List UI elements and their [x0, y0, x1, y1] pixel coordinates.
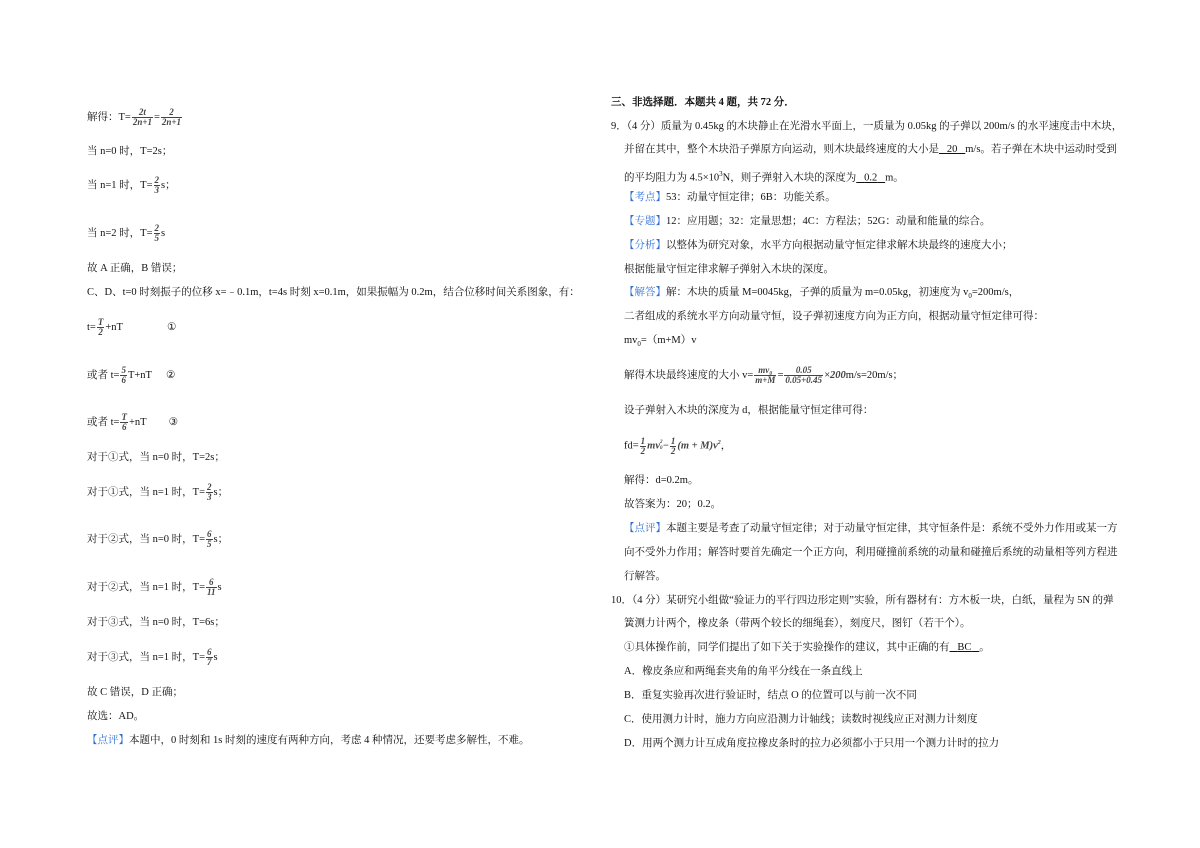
answer-line: 故答案为：20；0.2。 [624, 499, 722, 510]
comment-label: 【点评】 [624, 523, 666, 534]
fraction: $\frac{6}{7}$ [207, 647, 212, 667]
fraction: $\frac{1}{2}$ [640, 435, 646, 456]
fraction: $\frac{6}{5}$ [207, 529, 212, 549]
left-comment: 【点评】本题中，0 时刻和 1s 时刻的速度有两种方向，考虑 4 种情况，还要考虑多解性，不难。 [87, 735, 530, 746]
comment-line: 【点评】本题主要是考查了动量守恒定律；对于动量守恒定律，其守恒条件是：系统不受外力作用或某一方 [624, 523, 1118, 534]
question-10-line-1: 10．（4 分）某研究小组做“验证力的平行四边形定则”实验，所有器材有：方木板一块，白纸，量程为 5N 的弹 [611, 595, 1114, 606]
answer-blank: 20 [946, 144, 958, 155]
left-line-4: 当 n=2 时，T= $\frac{2}{5}$ s [87, 223, 166, 243]
fraction: $\frac{\text{mv₀}}{m+M}$ [755, 365, 776, 385]
fraction: $\frac{2t}{2n+1}$ [132, 107, 152, 127]
question-10-line-3: ①具体操作前，同学们提出了如下关于实验操作的建议，其中正确的有 BC 。 [624, 642, 990, 653]
fraction: $\frac{2}{3}$ [154, 175, 160, 195]
option-a: A．橡皮条应和两绳套夹角的角平分线在一条直线上 [624, 666, 863, 677]
analysis-line: 【分析】以整体为研究对象，水平方向根据动量守恒定律求解木块最终的速度大小； [624, 240, 1013, 251]
left-line-3: 当 n=1 时，T= $\frac{2}{3}$ s； [87, 175, 176, 195]
equation-mark: ③ [168, 416, 178, 428]
fraction: $\frac{2}{5}$ [154, 223, 160, 243]
momentum-equation: $mv_0=(m+M)v$ [624, 335, 697, 349]
comment-line-3: 行解答。 [624, 571, 666, 582]
solution-label: 【解答】 [624, 287, 666, 298]
left-line-1: 解得：T= $\frac{2t}{2n+1}$ = $\frac{2}{2n+1}$ [87, 107, 182, 127]
solution-line-4: 解得：d=0.2m。 [624, 475, 699, 486]
left-line-5: 故 A 正确，B 错误； [87, 263, 183, 274]
subject-label: 【专题】 [624, 216, 666, 227]
left-line-17: 故选：AD。 [87, 711, 145, 722]
question-9-line-1: 9．（4 分）质量为 0.45kg 的木块静止在光滑水平面上，一质量为 0.05kg 的子弹以 200m/s 的水平速度击中木块， [611, 121, 1123, 132]
left-line-11: 对于①式，当 n=1 时，T= $\frac{2}{3}$ s； [87, 482, 229, 502]
solution-line-2: 二者组成的系统水平方向动量守恒，设子弹初速度方向为正方向，根据动量守恒定律可得： [624, 311, 1044, 322]
left-line-14: 对于③式，当 n=0 时，T=6s； [87, 617, 225, 628]
left-line-7: t= $\frac{T}{2}$ +nT ① [87, 317, 177, 337]
solution-line-3: 设子弹射入木块的深度为 d，根据能量守恒定律可得： [624, 405, 874, 416]
velocity-result: 解得木块最终速度的大小 v= $\frac{\text{mv₀}}{m+M}$ = $\frac{0.05}{0.05+0.45}$ ×200m/s=20m/s； [624, 365, 904, 385]
solution-line: 【解答】解：木块的质量 M=0045kg，子弹的质量为 m=0.05kg，初速度为 $v_0=200m/s$， [624, 287, 1020, 301]
equation-mark: ① [166, 321, 177, 333]
left-line-16: 故 C 错误，D 正确； [87, 687, 183, 698]
topic-label: 【考点】 [624, 192, 666, 203]
equation-mark: ② [165, 369, 176, 381]
fraction: $\frac{0.05}{0.05+0.45}$ [785, 365, 823, 385]
fraction: $\frac{5}{6}$ [121, 365, 126, 385]
analysis-label: 【分析】 [624, 240, 666, 251]
left-line-6: C、D、t=0 时刻振子的位移 x=﹣0.1m，t=4s 时刻 x=0.1m，如果振幅为 0.2m，结合位移时间关系图象，有： [87, 287, 580, 298]
option-c: C．使用测力计时，施力方向应沿测力计轴线；读数时视线应正对测力计刻度 [624, 714, 978, 725]
comment-line-2: 向不受外力作用；解答时要首先确定一个正方向，利用碰撞前系统的动量和碰撞后系统的动量相等列方程进 [624, 547, 1118, 558]
section-heading: 三、非选择题．本题共 4 题，共 72 分． [611, 97, 795, 108]
fraction: $\frac{2}{2n+1}$ [161, 107, 182, 127]
energy-equation: fd= $\frac{1}{2}$ mv 2 0 − $\frac{1}{2}$ $(m + M)v^2$， [624, 435, 732, 456]
left-line-12: 对于②式，当 n=0 时，T= $\frac{6}{5}$ s； [87, 529, 229, 549]
comment-label: 【点评】 [87, 735, 129, 746]
answer-blank: BC [957, 642, 972, 653]
answer-blank: 0.2 [864, 172, 878, 184]
option-b: B．重复实验再次进行验证时，结点 O 的位置可以与前一次不同 [624, 690, 917, 701]
left-line-9: 或者 t= $\frac{T}{6}$ +nT ③ [87, 412, 178, 432]
fraction: $\frac{6}{11}$ [207, 577, 216, 597]
question-10-line-2: 簧测力计两个，橡皮条（带两个较长的细绳套），刻度尺，图钉（若干个）。 [624, 618, 971, 629]
left-line-15: 对于③式，当 n=1 时，T= $\frac{6}{7}$ s [87, 647, 218, 667]
fraction: $\frac{1}{2}$ [670, 435, 676, 456]
question-9-line-3: 的平均阻力为 $4.5\times 10^3N$，则子弹射入木块的深度为 0.2 m。 [624, 170, 904, 184]
left-line-13: 对于②式，当 n=1 时，T= $\frac{6}{11}$ s [87, 577, 222, 597]
left-line-10: 对于①式，当 n=0 时，T=2s； [87, 452, 225, 463]
fraction: $\frac{T}{2}$ [97, 317, 104, 337]
question-9-line-2: 并留在其中，整个木块沿子弹原方向运动，则木块最终速度的大小是 20 m/s。若子弹在木块中运动时受到 [624, 144, 1117, 155]
analysis-line-2: 根据能量守恒定律求解子弹射入木块的深度。 [624, 264, 834, 275]
left-line-2: 当 n=0 时，T=2s； [87, 146, 173, 157]
left-line-8: 或者 t= $\frac{5}{6}$ T+nT ② [87, 365, 176, 385]
subject-line: 【专题】12：应用题；32：定量思想；4C：方程法；52G：动量和能量的综合。 [624, 216, 991, 227]
topic-line: 【考点】53：动量守恒定律；6B：功能关系。 [624, 192, 836, 203]
fraction: $\frac{T}{6}$ [121, 412, 127, 432]
fraction: $\frac{2}{3}$ [207, 482, 212, 502]
option-d: D．用两个测力计互成角度拉橡皮条时的拉力必须都小于只用一个测力计时的拉力 [624, 738, 1000, 749]
